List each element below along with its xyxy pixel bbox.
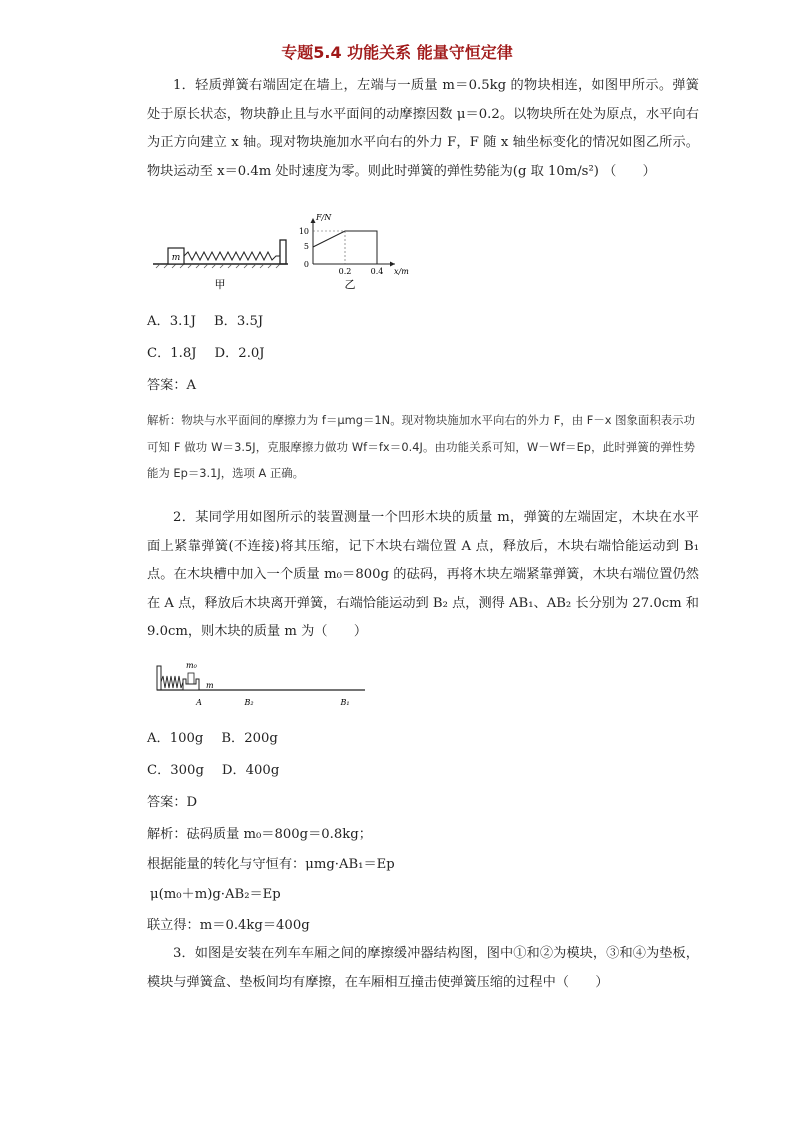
question-1-options-row-1	[147, 310, 281, 329]
option-b: B．200g	[221, 731, 278, 746]
y-tick-5: 5	[303, 242, 309, 251]
question-2-analysis-line-4: 联立得：m＝0.4kg＝400g	[147, 918, 310, 933]
y-axis-label: F/N	[316, 213, 332, 222]
question-3-text: 3．如图是安装在列车车厢之间的摩擦缓冲器结构图，图中①和②为模块，③和④为垫板，模块与弹簧盒、垫板间均有摩擦，在车厢相互撞击使弹簧压缩的过程中（ ）	[147, 946, 699, 990]
option-b: B．3.5J	[213, 314, 264, 329]
option-d: D．2.0J	[214, 346, 265, 361]
wall	[157, 666, 161, 690]
figure-jia	[153, 240, 288, 291]
option-d: D．400g	[221, 763, 280, 778]
m-label: m	[206, 681, 214, 690]
option-a: A．100g	[147, 731, 204, 746]
question-2-analysis-line-1: 解析：砝码质量 m₀＝800g＝0.8kg；	[147, 827, 372, 842]
question-1-options-row-2	[147, 342, 283, 361]
page-title: 专题5.4 功能关系 能量守恒定律	[281, 43, 513, 62]
question-2-options-row-2	[147, 759, 297, 778]
caption-jia: 甲	[214, 278, 226, 291]
block-label: m	[171, 253, 181, 263]
figure-yi	[299, 213, 409, 291]
point-a: A	[196, 698, 202, 707]
option-c: C．300g	[147, 763, 204, 778]
question-2-figure	[155, 660, 367, 708]
question-1-answer: 答案：A	[147, 378, 197, 393]
m0-label: m₀	[186, 661, 197, 670]
spring	[184, 252, 280, 260]
y-tick-10: 10	[298, 227, 309, 236]
caption-yi: 乙	[344, 278, 356, 291]
point-b1: B₁	[340, 698, 350, 707]
option-c: C．1.8J	[147, 346, 197, 361]
wall	[280, 240, 286, 264]
x-axis-label: x/m	[394, 267, 409, 276]
question-2-options-row-1	[147, 727, 296, 746]
spring	[161, 676, 183, 688]
y-tick-0: 0	[303, 260, 309, 269]
x-tick-0.4: 0.4	[370, 267, 384, 276]
question-1-figure	[150, 212, 450, 292]
concave-block	[183, 679, 199, 690]
question-1-analysis: 解析：物块与水平面间的摩擦力为 f＝μmg＝1N。现对物块施加水平向右的外力 F，由 F－x 图象面积表示功可知 F 做功 W＝3.5J，克服摩擦力做功 Wf＝fx＝0.4J。由功能关系可知，W－Wf＝Ep，此时弹簧的弹性势能为 Ep＝3.1J，选项 A 正确。	[147, 413, 695, 480]
question-1-text: 1．轻质弹簧右端固定在墙上，左端与一质量 m＝0.5kg 的物块相连，如图甲所示。弹簧处于原长状态，物块静止且与水平面间的动摩擦因数 μ＝0.2。以物块所在处为原点，水平向右为正方向建立 x 轴。现对物块施加水平向右的外力 F，F 随 x 轴坐标变化的情况如图乙所示。物块运动至 x＝0.4m 处时速度为零。则此时弹簧的弹性势能为(g 取 10m/s²) （ ）	[147, 78, 699, 179]
question-2-analysis-line-2: 根据能量的转化与守恒有：μmg·AB₁＝Ep	[147, 857, 395, 872]
question-2-answer: 答案：D	[147, 795, 198, 810]
x-tick-0.2: 0.2	[338, 267, 352, 276]
question-2-analysis-line-3: μ(m₀＋m)g·AB₂＝Ep	[150, 887, 281, 902]
question-2-text: 2．某同学用如图所示的装置测量一个凹形木块的质量 m，弹簧的左端固定，木块在水平面上紧靠弹簧(不连接)将其压缩，记下木块右端位置 A 点，释放后，木块右端恰能运动到 B₁ 点。在木块槽中加入一个质量 m₀＝800g 的砝码，再将木块左端紧靠弹簧，木块右端位置仍然在 A 点，释放后木块离开弹簧，右端恰能运动到 B₂ 点，测得 AB₁、AB₂ 长分别为 27.0cm 和 9.0cm，则木块的质量 m 为（ ）	[147, 510, 699, 639]
option-a: A．3.1J	[147, 314, 196, 329]
weight	[188, 673, 194, 684]
point-b2: B₂	[244, 698, 254, 707]
